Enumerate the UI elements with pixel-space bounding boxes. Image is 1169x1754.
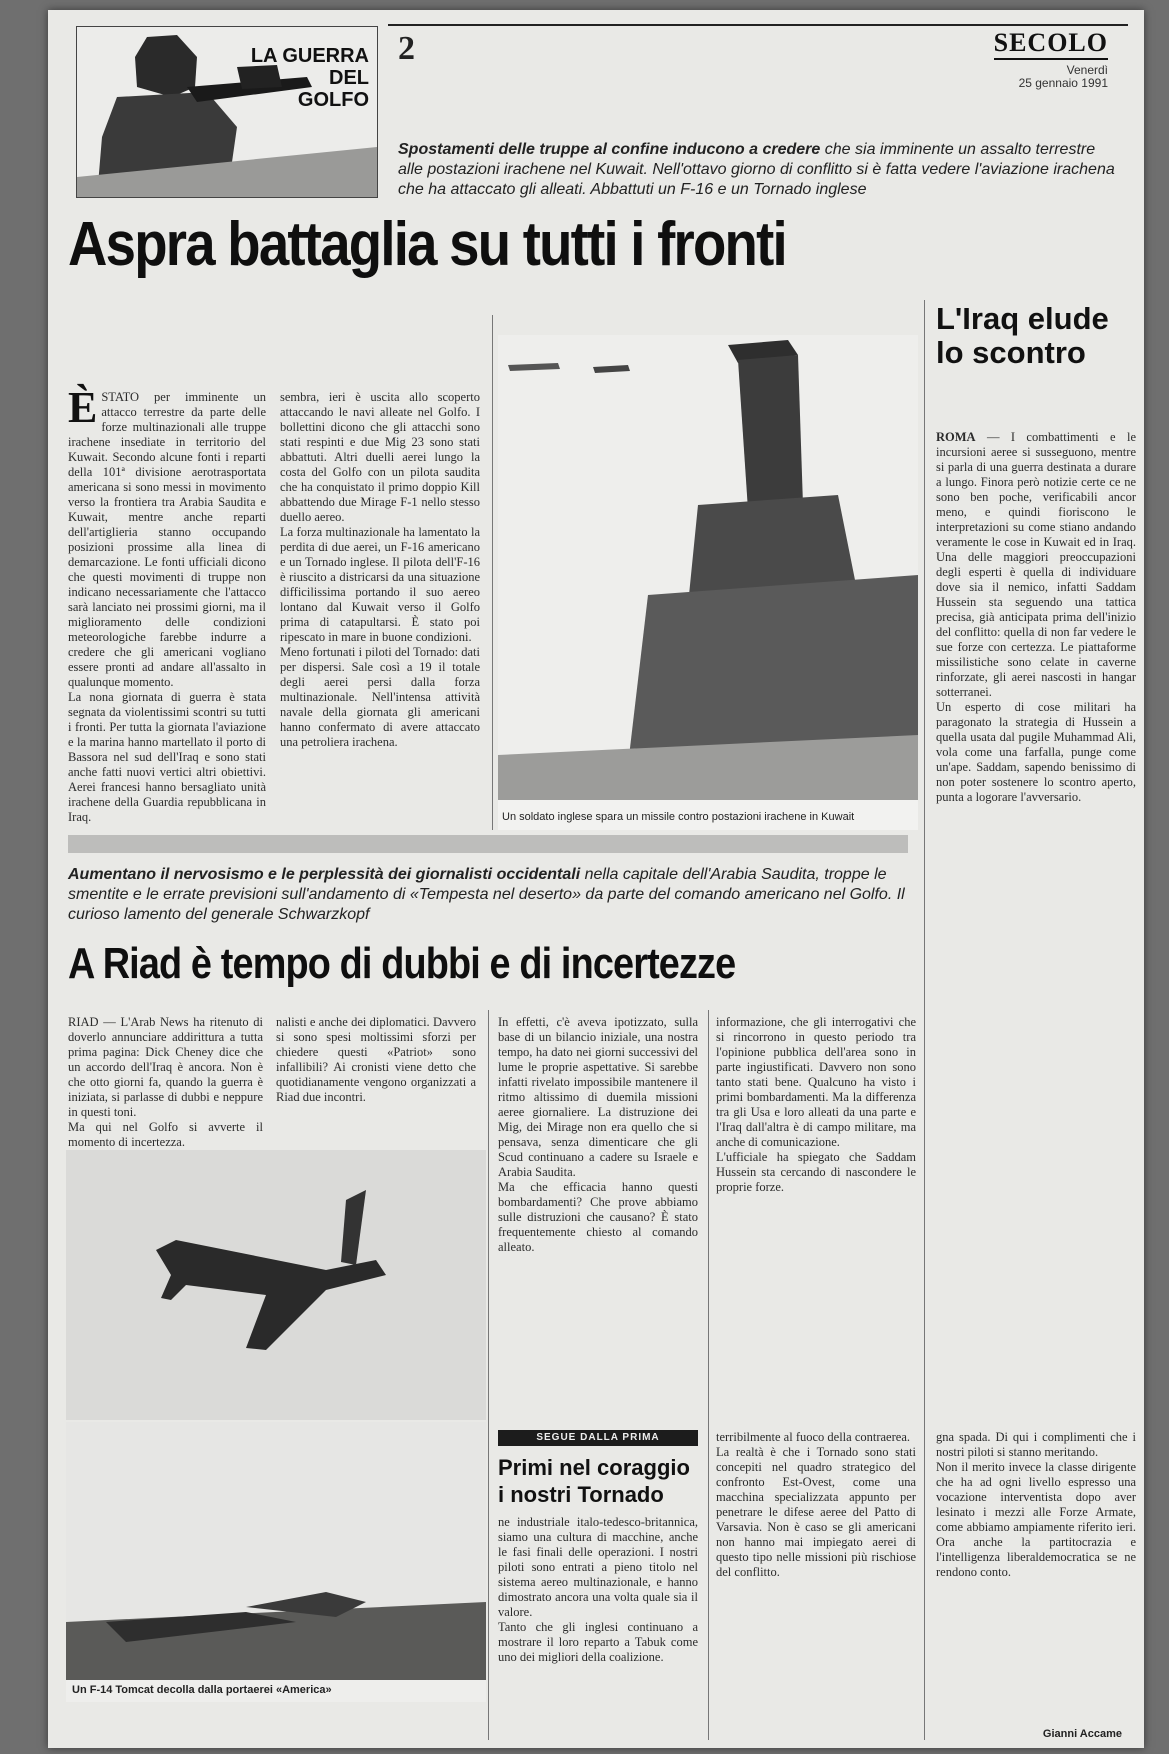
riad-kicker	[68, 865, 908, 925]
column-divider	[924, 300, 925, 1740]
newspaper-page	[48, 10, 1144, 1748]
fighter-jet-image	[66, 1150, 486, 1420]
riad-kicker-bold: Aumentano il nervosismo e le perplessità dei giornalisti occidentali	[68, 866, 581, 883]
riad-column-2	[276, 1015, 476, 1140]
issue-date	[994, 64, 1108, 90]
continued-label: SEGUE DALLA PRIMA	[498, 1430, 698, 1446]
lead-column-1	[68, 383, 266, 825]
section-title-line: LA GUERRA	[250, 45, 369, 67]
lead-kicker-bold: Spostamenti delle truppe al confine inducono a credere	[398, 141, 821, 158]
lead-kicker	[398, 140, 1118, 200]
lead-column-2	[280, 390, 480, 825]
side-dateline: ROMA	[936, 430, 976, 444]
riad-column-3-text: In effetti, c'è aveva ipotizzato, sulla base di un bilancio iniziale, una nostra tempo, ha dato nei giorni successivi del lume le proprie aspettative. Si sarebbe infatti rivelato impossibile mantenere il ritmo altissimo di duemila missioni aeree giornaliere. La distruzione dei Mig, dei Mirage non era quello che si pensava, senza dimenticare che gli Scud continuano a cadere su Israele e Arabia Saudita. Ma che efficacia hanno questi bombardamenti? Che prove abbiamo sulle distruzioni che causano? È stato frequentemente chiesto al comando alleato.	[498, 1015, 698, 1254]
top-rule	[388, 24, 1128, 26]
riad-column-4	[716, 1015, 916, 1415]
lead-column-1-text: STATO per imminente un attacco terrestre da parte delle forze multinazionali alle truppe irachene insediate in territorio del Kuwait. Secondo alcune fonti i reparti della 101ª divisione aerotrasportata americana si sono messi in movimento verso la frontiera tra Arabia Saudita e Kuwait, mentre anche reparti dell'artiglieria stanno occupando posizioni prossime alla linea di demarcazione. Le fonti ufficiali dicono che questi movimenti di truppe non indicano necessariamente che l'attacco sarà lanciato nei prossimi giorni, ma il miglioramento delle condizioni meteorologiche farebbe indurre a credere che gli americani vogliano essere pronti ad andare all'assalto in qualunque momento. La nona giornata di guerra è stata segnata da violentissimi scontri su tutti i fronti. Per tutta la giornata l'aviazione e la marina hanno martellato il porto di Bassora nel sud dell'Iraq e sono stati anche fatti nuovi vertici altri obiettivi. Aerei francesi hanno bersagliato unità irachene della Guardia repubblicana in Iraq.	[68, 390, 266, 824]
masthead-name: SECOLO	[994, 28, 1108, 60]
tornado-column-1-text: ne industriale italo-tedesco-britannica, siamo una cultura di macchine, anche le fasi finali delle operazioni. I nostri piloti sono entrati a pieno titolo nel sistema aereo multinazionale, e hanno dimostrato ancora una volta quale sia il valore. Tanto che gli inglesi continuano a mostrare il loro reparto a Tabuk come uno dei migliori della coalizione.	[498, 1515, 698, 1664]
missile-soldier-photo	[498, 335, 918, 830]
author-signature: Gianni Accame	[1042, 1728, 1122, 1740]
masthead	[994, 28, 1108, 90]
riad-column-4-text: informazione, che gli interrogativi che si rincorrono in questo periodo tra l'opinione pubblica dell'area sono in parte ingiustificati. Davvero non sono tanto stati bene. Qualcuno ha visto i primi bombardamenti. Ma la differenza tra gli Usa e loro alleati da una parte e l'Iraq dall'altra è di campo militare, ma anche di comunicazione. L'ufficiale ha spiegato che Saddam Hussein sta cercando di nascondere le proprie forze.	[716, 1015, 916, 1194]
column-divider	[488, 1010, 489, 1740]
riad-column-1	[68, 1015, 263, 1149]
riad-column-2-text: nalisti e anche dei diplomatici. Davvero si sono spesi moltissimi sforzi per chiedere questi «Patriot» sono infallibili? Ai cronisti viene detto che quotidianamente vengono organizzati a Riad due incontri.	[276, 1015, 476, 1104]
dropcap: È	[68, 383, 98, 432]
side-headline: L'Iraq elude lo scontro	[936, 301, 1109, 370]
fighter-jet-photo	[66, 1150, 486, 1420]
riad-column-3	[498, 1015, 698, 1415]
lead-kicker-rest: che sia imminente un assalto terrestre alle postazioni irachene nel Kuwait. Nell'ottavo giorno di conflitto si è fatta vedere l'aviazione irachena che ha attaccato gli alleati. Abbattuti un F-16 e un Tornado inglese	[398, 141, 1115, 198]
photo-caption: Un F-14 Tomcat decolla dalla portaerei «America»	[72, 1684, 332, 1696]
riad-column-1-text: RIAD — L'Arab News ha ritenuto di doverlo annunciare addirittura a tutta prima pagina: Dick Cheney dice che un accordo dell'Iraq è ancora. Non è che otto giorni fa, quando la guerra è iniziata, si parlasse di dubbi e neppure in questi toni. Ma qui nel Golfo si avverte il momento di incertezza.	[68, 1015, 263, 1149]
lead-column-2-text: sembra, ieri è uscita allo scoperto attaccando le navi alleate nel Golfo. I bollettini dicono che gli attacchi sono stati respinti e due Mig 23 sono stati abbattuti. Altri duelli aerei lungo la costa del Golfo con un pilota saudita che ha conquistato il primo doppio Kill abbattendo due Mirage F-1 nello stesso duello aereo. La forza multinazionale ha lamentato la perdita di due aerei, un F-16 americano e un Tornado inglese. Il pilota dell'F-16 è riuscito a districarsi da una situazione difficilissima portando il suo aereo lontano dal Kuwait verso il Golfo prima di catapultarsi. È stato poi ripescato in mare in buone condizioni. Meno fortunati i piloti del Tornado: dati per dispersi. Sale così a 19 il totale degli aerei persi dalla forza multinazionale. Nell'intensa attività navale della giornata gli americani hanno confermato di avere attaccato una petroliera irachena.	[280, 390, 480, 749]
tornado-column-2	[716, 1430, 916, 1740]
section-title-line: DEL	[329, 67, 369, 89]
missile-soldier-image	[498, 335, 918, 830]
photo-caption: Un soldato inglese spara un missile contro postazioni irachene in Kuwait	[502, 811, 855, 823]
lead-headline: Aspra battaglia su tutti i fronti	[68, 210, 786, 279]
section-header-photo	[76, 26, 378, 198]
issue-weekday: Venerdì	[1066, 63, 1108, 77]
riad-headline: A Riad è tempo di dubbi e di incertezze	[68, 939, 736, 988]
tornado-column-2-text: terribilmente al fuoco della contraerea. La realtà è che i Tornado sono stati concepiti nel quadro strategico del confronto Est-Ovest, come una macchina specializzata appunto per penetrare le difese aeree del Patto di Varsavia. Non è caso se gli americani non hanno mai impiegato aerei di questo tipo nelle missioni più rischiose del conflitto.	[716, 1430, 916, 1579]
issue-date-text: 25 gennaio 1991	[1018, 76, 1108, 90]
side-column: ROMA — I combattimenti e le incursioni aeree si susseguono, mentre si parla di una guerra destinata a durare a lungo. Finora però notizie certe ce ne sono ben poche, verificabili ancor meno, e quindi fioriscono le interpretazioni su come stiano andando veramente le cose in Kuwait ed in Iraq. Una delle maggiori preoccupazioni degli esperti è quella di individuare dove sia il nemico, infatti Saddam Hussein sta seguendo una tattica precisa, già anticipata prima dell'inizio del conflitto: quella di non far vedere le sue forze con certezza. Le piattaforme missilistiche sono celate in caverne rinforzate, gli aerei nascosti in hangar sotterranei. Un esperto di cose militari ha paragonato la strategia di Hussein a quella usata dal pugile Muhammad Ali, vola come una farfalla, punge come un'ape. Saddam, sapendo benissimo di non poter sostenere lo scontro aperto, punta a logorare l'avversario.	[936, 430, 1137, 804]
column-divider	[492, 315, 493, 830]
tornado-column-3	[936, 1430, 1136, 1720]
tornado-column-3-text: gna spada. Di qui i complimenti che i nostri piloti si stanno meritando. Non il merito invece la classe dirigente che ha ad ogni livello espresso una vocazione interventista dopo aver lesinato i mezzi alle Forze Armate, come abbiamo ampiamente riferito ieri. Ora anche la partitocrazia e l'intelligenza liberaldemocratica se ne rendono conto.	[936, 1430, 1136, 1579]
section-title-line: GOLFO	[297, 89, 369, 111]
side-column-text: I combattimenti e le incursioni aeree si susseguono, mentre si parla di una guerra destinata a durare a lungo. Finora però notizie certe ce ne sono ben poche, verificabili ancor meno, e quindi fioriscono le interpretazioni su come stiano andando veramente le cose in Kuwait ed in Iraq. Una delle maggiori preoccupazioni degli esperti è quella di individuare dove sia il nemico, infatti Saddam Hussein sta seguendo una tattica precisa, già anticipata prima dell'inizio del conflitto: quella di non far vedere le sue forze con certezza. Le piattaforme missilistiche sono celate in caverne rinforzate, gli aerei nascosti in hangar sotterranei. Un esperto di cose militari ha paragonato la strategia di Hussein a quella usata dal pugile Muhammad Ali, vola come una farfalla, punge come un'ape. Saddam, sapendo benissimo di non poter sostenere lo scontro aperto, punta a logorare l'avversario.	[936, 430, 1137, 804]
section-band	[68, 835, 908, 853]
riad-kicker-rest: nella capitale dell'Arabia Saudita, troppe le smentite e le errate previsioni sull'andamento di «Tempesta nel deserto» da parte del comando americano nel Golfo. Il curioso lamento del generale Schwarzkopf	[68, 866, 905, 923]
aircraft-carrier-image	[66, 1422, 486, 1702]
section-title	[251, 45, 369, 111]
page-number: 2	[398, 30, 415, 67]
tornado-headline: Primi nel coraggio i nostri Tornado	[498, 1455, 690, 1507]
column-divider	[708, 1010, 709, 1740]
aircraft-carrier-photo	[66, 1422, 486, 1702]
tornado-column-1	[498, 1515, 698, 1740]
